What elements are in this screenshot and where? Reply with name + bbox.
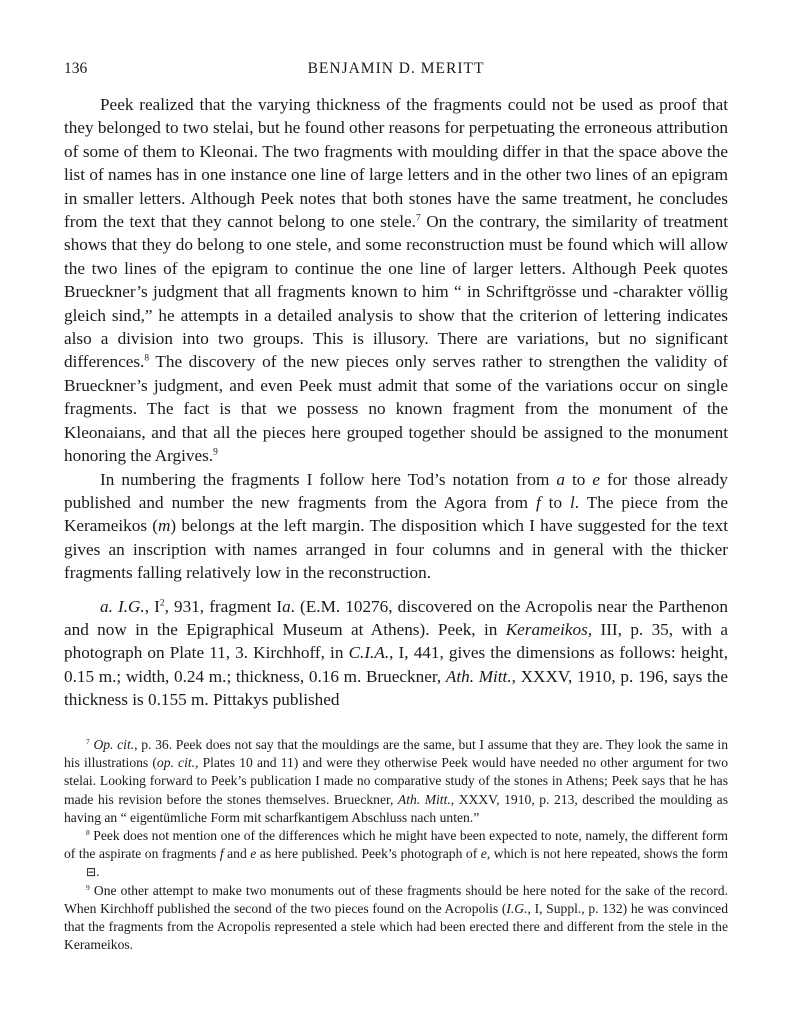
footnote-ref-8: 8: [144, 353, 150, 364]
italic-run: f: [535, 492, 541, 512]
italic-run: Ath. Mitt.: [397, 791, 451, 807]
text-run: for those already published and number the new fragments from the Agora from: [64, 469, 728, 512]
italic-run: m: [157, 516, 171, 536]
footnote-ref-9: 9: [213, 447, 218, 458]
text-run: . (E.M. 10276, discovered on the Acropolis near the Parthenon and now in the Epigraphical Museum at Athens). Peek, in: [64, 596, 728, 639]
page-number: 136: [64, 60, 88, 77]
text-run: and: [223, 846, 251, 862]
italic-run: op. cit.: [156, 755, 196, 771]
text-run: to: [540, 492, 571, 512]
italic-run: f: [219, 846, 224, 862]
text-run: , which is not here repeated, shows the form: [486, 846, 728, 862]
italic-run: Ath. Mitt.: [445, 666, 512, 686]
italic-run: a. I.G.: [100, 596, 145, 616]
text-run: On the contrary, the similarity of treatment shows that they do belong to one stele, and some reconstruction must be found which will allow the two lines of the epigram to continue the one line of larger letters. Although Peek quotes Brueckner’s judgment that all fragments known to him “ in Schriftgrösse und -charakter völlig gleich sind,” he attempts in a detailed analysis to show that the criterion of lettering indicates also a division into two groups. This is illusory. There are variations, but no significant differences.: [64, 212, 728, 372]
text-run: , Plates 10 and 11) and were they otherwise Peek would have needed no other argument for two stelai. Looking forward to Peek’s publication I made no comparative study of the stones in Athens; Peek says that he has made his revision before the stones themselves. Brueckner,: [64, 755, 728, 807]
text-run: Peek does not mention one of the differences which he might have been expected to note, namely, the different form of the aspirate on fragments: [64, 828, 728, 862]
text-run: , p. 36. Peek does not say that the mouldings are the same, but I assume that they are. They look the same in his illustrations (: [64, 737, 729, 771]
text-run: , I, 441, gives the dimensions as follows: height, 0.15 m.; width, 0.24 m.; thickness, 0.16 m. Brueckner,: [64, 643, 729, 686]
footnote-ref-7: 7: [415, 213, 421, 224]
text-run: to: [564, 469, 593, 489]
paragraph-3: [64, 595, 728, 712]
footnote-7: [64, 736, 728, 827]
superscript: 2: [159, 597, 165, 608]
aspirate-form-glyph: ⊟: [86, 865, 97, 880]
italic-run: e: [592, 469, 601, 489]
italic-run: a: [282, 596, 291, 616]
footnotes: [64, 736, 728, 954]
italic-run: a: [556, 469, 565, 489]
italic-run: e: [480, 846, 487, 862]
italic-run: e: [250, 846, 257, 862]
italic-run: Kerameikos,: [505, 619, 593, 639]
italic-run: I.G.: [506, 900, 528, 916]
running-head: BENJAMIN D. MERITT: [307, 60, 485, 77]
text-run: Peek realized that the varying thickness of the fragments could not be used as proof that they belonged to two stelai, but he found other reasons for perpetuating the erroneous attribution of some of them to Kleonai. The two fragments with moulding differ in that the space above the list of names has in one instance one line of large letters and in the other two lines of an epigram in smaller letters. Although Peek notes that both stones have the same treatment, he concludes from the text that they cannot belong to one stele.: [64, 95, 728, 232]
text-run: The discovery of the new pieces only serves rather to strengthen the validity of Brueckner’s judgment, and even Peek must admit that some of the variations occur on single fragments. The fact is that we possess no known fragment from the monument of the Kleonaians, and that all the pieces here grouped together should be assigned to the monument honoring the Argives.: [64, 352, 728, 466]
italic-run: l: [570, 492, 575, 512]
footnote-number: 9: [86, 882, 90, 892]
text-run: as here published. Peek’s photograph of: [256, 846, 481, 862]
text-run: .: [96, 864, 100, 880]
italic-run: C.I.A.: [348, 643, 390, 663]
text-run: , 931, fragment I: [164, 596, 283, 616]
footnote-9: [64, 882, 728, 955]
main-text: [64, 93, 728, 712]
text-run: . The piece from the Kerameikos (: [64, 492, 729, 536]
text-run: III, p. 35, with a photograph on Plate 11, 3. Kirchhoff, in: [64, 619, 728, 663]
text-run: , I, Suppl., p. 132) he was convinced that the fragments from the Acropolis represented a stele which had been erected there and different from the stele in the Kerameikos.: [64, 900, 728, 953]
text-run: One other attempt to make two monuments out of these fragments should be here noted for the sake of the record. When Kirchhoff published the second of the two pieces found on the Acropolis (: [64, 882, 728, 916]
paragraph-1: [64, 93, 728, 468]
text-run: ) belongs at the left margin. The disposition which I have suggested for the text gives an inscription with names arranged in four columns and in general with the thicker fragments falling relatively low in the reconstruction.: [64, 516, 728, 583]
paragraph-2: [64, 468, 728, 585]
text-run: , XXXV, 1910, p. 213, described the moulding as having an “ eigentümliche Form mit scharfkantigem Abschluss nach unten.”: [64, 791, 728, 825]
page-header: [64, 60, 728, 82]
footnote-8: [64, 827, 728, 882]
footnote-number: 7: [86, 736, 90, 746]
footnote-number: 8: [86, 827, 90, 837]
text-run: , XXXV, 1910, p. 196, says the thickness is 0.155 m. Pittakys published: [64, 666, 729, 710]
italic-run: Op. cit.: [93, 737, 135, 752]
text-run: , I: [144, 596, 160, 616]
text-run: In numbering the fragments I follow here Tod’s notation from: [100, 469, 557, 489]
